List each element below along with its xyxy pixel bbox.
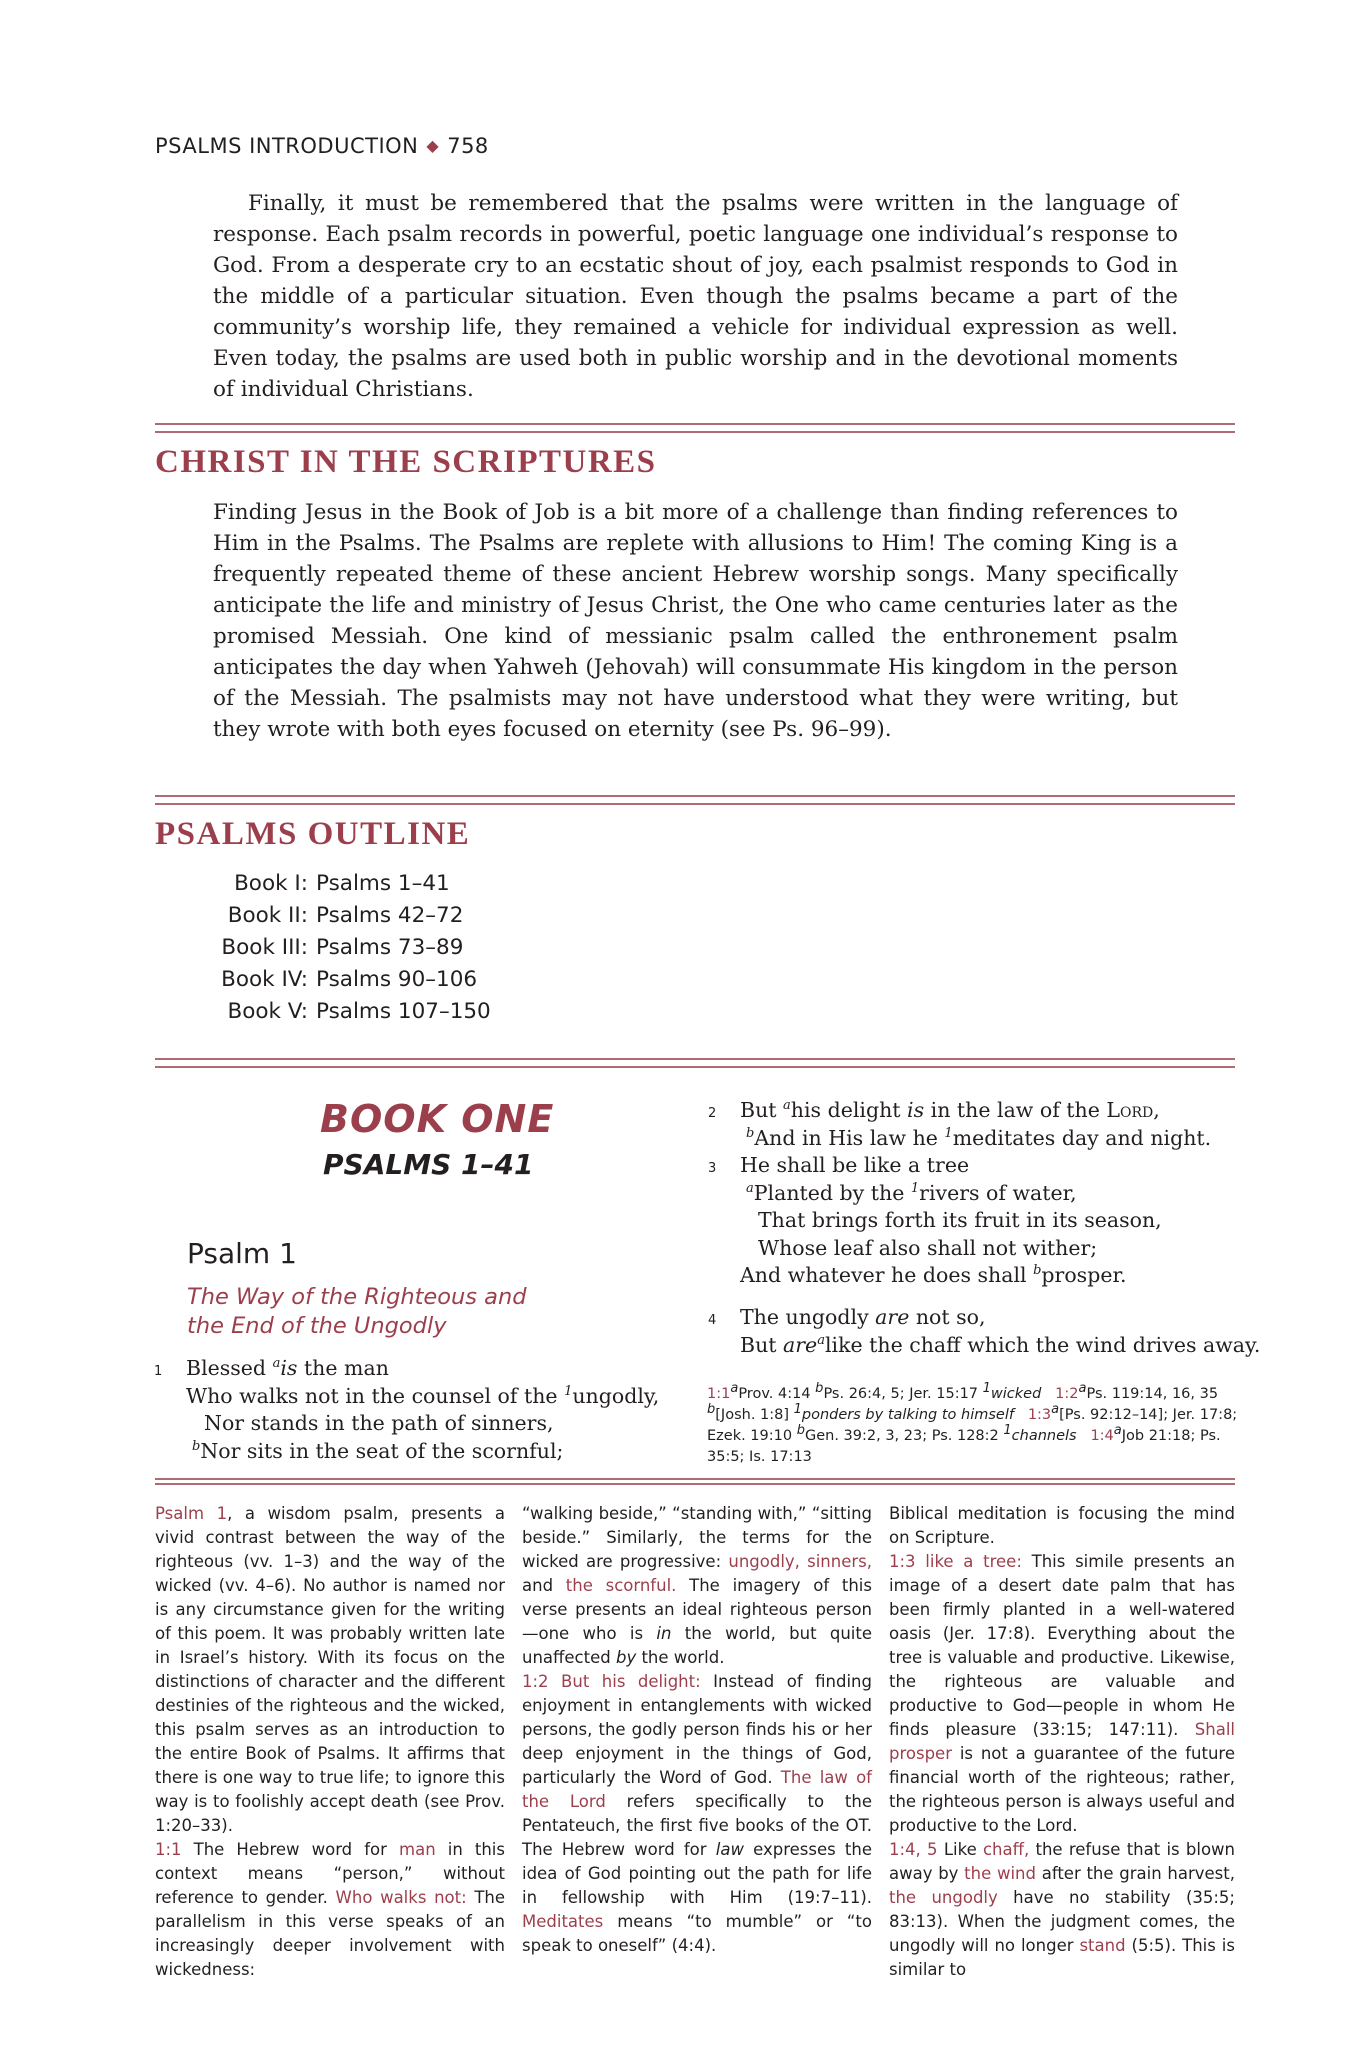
verse-number: 2	[708, 1106, 717, 1121]
verse-line: Nor stands in the path of sinners,	[204, 1411, 554, 1435]
outline-psalms: Psalms 73–89	[316, 935, 464, 960]
commentary-column-1: Psalm 1, a wisdom psalm, presents a vivid contrast between the way of the righteous (vv. 1–3) and the way of the wicked (vv. 4–6). No author is named nor is any circumstance given for the writing of this poem. It was probably written late in Israel’s history. With its focus on the distinctions of character and the different destinies of the righteous and the wicked, this psalm serves as an introduction to the entire Book of Psalms. It affirms that there is one way to true life; to ignore this way is to foolishly accept death (see Prov. 1:20–33). 1:1 The Hebrew word for man in this context means “person,” without reference to gender. Who walks not: The parallelism in this verse speaks of an increasingly deeper involvement with wickedness:	[155, 1504, 506, 1979]
outline-book: Book IV:	[221, 967, 308, 992]
outline-book: Book II:	[227, 903, 308, 928]
psalm-heading: Psalm 1	[187, 1237, 297, 1270]
verse-number: 4	[708, 1313, 717, 1328]
commentary-column-3: Biblical meditation is focusing the mind on Scripture. 1:3 like a tree: This simile presents an image of a desert date palm that has been firmly planted in a well-watered oasis (Jer. 17:8). Everything about the tree is valuable and productive. Likewise, the righteous are valuable and productive to God—people in whom He finds pleasure (33:15; 147:11). Shall prosper is not a guarantee of the future financial worth of the righteous; rather, the righteous person is always useful and productive to the Lord. 1:4, 5 Like chaff, the refuse that is blown away by the wind after the grain harvest, the ungodly have no stability (35:5; 83:13). When the judgment comes, the ungodly will no longer stand (5:5). This is similar to	[889, 1504, 1236, 1979]
christ-section-title: CHRIST IN THE SCRIPTURES	[155, 444, 657, 480]
running-head	[155, 134, 489, 158]
commentary-divider	[155, 1478, 1235, 1485]
verse-number: 1	[154, 1364, 163, 1379]
outline-book: Book I:	[234, 871, 308, 896]
verse-line: Who walks not in the counsel of the $^1$ungodly,	[186, 1383, 660, 1408]
christ-paragraph: Finding Jesus in the Book of Job is a bit more of a challenge than finding references to Him in the Psalms. The Psalms are replete with allusions to Him! The coming King is a frequently repeated theme of these ancient Hebrew worship songs. Many specifically anticipate the life and ministry of Jesus Christ, the One who came centuries later as the promised Messiah. One kind of messianic psalm called the enthronement psalm anticipates the day when Yahweh (Jehovah) will consummate His kingdom in the person of the Messiah. The psalmists may not have understood what they were writing, but they wrote with both eyes focused on eternity (see Ps. 96–99).	[213, 500, 1178, 742]
cross-references: 1:1aProv. 4:14 bPs. 26:4, 5; Jer. 15:17 1wicked 1:2aPs. 119:14, 16, 35 b[Josh. 1:8] 1ponders by talking to himself 1:3a[Ps. 92:12–14]; Jer. 17:8; Ezek. 19:10 bGen. 39:2, 3, 23; Ps. 128:2 1channels 1:4aJob 21:18; Ps. 35:5; Is. 17:13	[707, 1381, 1238, 1465]
verse-line: $^b$And in His law he $^1$meditates day and night.	[746, 1125, 1212, 1150]
verse-line: And whatever he does shall $^b$prosper.	[740, 1263, 1127, 1287]
diamond-icon: ◆	[426, 136, 440, 155]
section-divider	[155, 795, 1235, 805]
verse-line: That brings forth its fruit in its season,	[758, 1208, 1162, 1232]
outline-section-title: PSALMS OUTLINE	[155, 816, 471, 852]
intro-paragraph: Finally, it must be remembered that the psalms were written in the language of response. Each psalm records in powerful, poetic language one individual’s response to God. From a desperate cry to an ecstatic shout of joy, each psalmist responds to God in the middle of a particular situation. Even though the psalms became a part of the community’s worship life, they remained a vehicle for individual expression as well. Even today, the psalms are used both in public worship and in the devotional moments of individual Christians.	[213, 191, 1178, 402]
outline-psalms: Psalms 1–41	[316, 871, 450, 896]
outline-psalms: Psalms 42–72	[316, 903, 464, 928]
running-head-section: PSALMS INTRODUCTION	[155, 134, 419, 158]
verse-3	[708, 1152, 1162, 1290]
verse-line: Whose leaf also shall not wither;	[758, 1235, 1098, 1260]
outline-book: Book V:	[227, 999, 308, 1024]
psalm-subtitle-line: The Way of the Righteous and	[187, 1284, 527, 1310]
verse-line: The ungodly are not so,	[740, 1305, 986, 1329]
outline-psalms: Psalms 107–150	[316, 999, 491, 1024]
verse-line: He shall be like a tree	[740, 1153, 970, 1177]
page-number: 758	[447, 134, 489, 158]
section-divider	[155, 1058, 1235, 1068]
outline-row	[213, 900, 491, 932]
psalm-subtitle-line: the End of the Ungodly	[187, 1313, 447, 1339]
book-one-title: BOOK ONE	[320, 1097, 555, 1141]
verse-line: But are$^a$like the chaff which the wind drives away.	[740, 1332, 1261, 1357]
verse-line: $^b$Nor sits in the seat of the scornful;	[192, 1438, 564, 1463]
verse-1	[154, 1355, 660, 1465]
verse-line: Blessed $^a$is the man	[186, 1356, 389, 1380]
outline-book: Book III:	[221, 935, 308, 960]
outline-row	[213, 868, 491, 900]
outline-row	[213, 964, 491, 996]
verse-line: But $^a$his delight is in the law of the Lord,	[740, 1098, 1160, 1122]
verse-4	[708, 1304, 1261, 1359]
commentary-column-2: “walking beside,” “standing with,” “sitting beside.” Similarly, the terms for the wicked are progressive: ungodly, sinners, and the scornful. The imagery of this verse presents an ideal righteous person—one who is in the world, but quite unaffected by the world. 1:2 But his delight: Instead of finding enjoyment in entanglements with wicked persons, the godly person finds his or her deep enjoyment in the things of God, particularly the Word of God. The law of the Lord refers specifically to the Pentateuch, the first five books of the OT. The Hebrew word for law expresses the idea of God pointing out the path for life in fellowship with Him (19:7–11). Meditates means “to mumble” or “to speak to oneself” (4:4).	[522, 1504, 873, 1955]
psalm-subtitle	[187, 1283, 547, 1341]
outline-list	[213, 868, 491, 1028]
verse-line: $^a$Planted by the $^1$rivers of water,	[746, 1180, 1077, 1205]
book-one-range: PSALMS 1–41	[323, 1148, 534, 1181]
verse-2	[708, 1097, 1212, 1152]
outline-psalms: Psalms 90–106	[316, 967, 478, 992]
section-divider	[155, 423, 1235, 433]
outline-row	[213, 996, 491, 1028]
outline-row	[213, 932, 491, 964]
verse-number: 3	[708, 1161, 717, 1176]
